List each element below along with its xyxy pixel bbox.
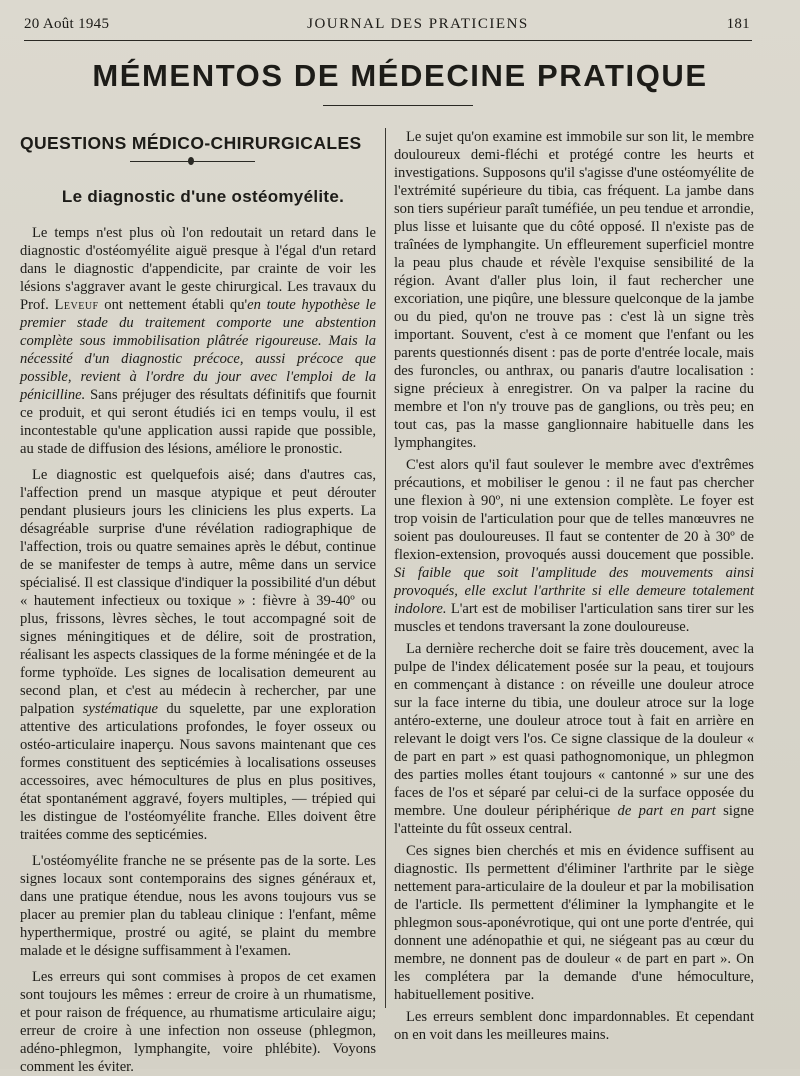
section-title: MÉMENTOS DE MÉDECINE PRATIQUE [92, 58, 708, 93]
page-number: 181 [726, 16, 750, 32]
article-title: Le diagnostic d'une ostéomyélite. [61, 187, 345, 206]
issue-date: 20 Août 1945 [24, 16, 110, 32]
running-head [24, 16, 750, 33]
ornament-dot [188, 157, 194, 165]
paragraph: La dernière recherche doit se faire très doucement, avec la pulpe de l'index délicatement posée sur la peau, et toujours en commençant à distance : on réveille une douleur atroce sur la face interne du tibia, une douleur atroce sur la loge antéro-externe, une douleur atroce tout à fait en arrière en relevant le doigt vers l'os. Ce signe classique de la douleur « de part en part » est quasi pathognomonique, un phlegmon des parties molles étant toujours « cantonné » sur une des faces de l'os et séparé par celui-ci de la surface opposée du membre. Une douleur périphérique de part en part signe l'atteinte du fût osseux central. [394, 641, 754, 837]
paragraph: Le sujet qu'on examine est immobile sur son lit, le membre douloureux demi-fléchi et protégé contre les heurts et investigations. Supposons qu'il s'agisse d'une ostéomyélite de l'extrémité supérieure du tibia, cas fréquent. La jambe dans son tiers supérieur paraît tuméfiée, un peu tendue et arrondie, plus lisse et luisante que du côté opposé. Il n'existe pas de traînées de lymphangite. Un effleurement superficiel montre la peau plus chaude et révèle l'exquise sensibilité de la région. Avant d'aller plus loin, il faut rechercher une excoriation, une piqûre, une blessure quelconque de la jambe ou du pied, qu'on ne trouve pas : c'est là un signe très important. Souvent, c'est à ce moment que l'enfant ou les parents questionnés disent : pas de porte d'entrée locale, mais des furoncles, ou anthrax, ou panaris d'autre localisation : signe précieux à enregistrer. On va palper la racine du membre et l'on n'y trouve pas de ganglions, ou très peu; en tout cas, pas la masse ganglionnaire habituelle dans les lymphangites. [394, 129, 754, 451]
header-rule [24, 40, 752, 41]
section-title-rule [323, 105, 473, 106]
right-column [394, 128, 754, 1044]
paragraph: Les erreurs semblent donc impardonnables. Et cependant on en voit dans les meilleures mains. [394, 1009, 754, 1043]
paragraph: Le temps n'est plus où l'on redoutait un retard dans le diagnostic d'ostéomyélite aiguë presque à l'égal d'un retard dans le diagnostic d'appendicite, par crainte de voir les lésions s'aggraver avant le geste chirurgical. Les travaux du Prof. Leveuf ont nettement établi qu'en toute hypothèse le premier stade du traitement comporte une abstention complète sous immobilisation plâtrée rigoureuse. Mais la nécessité d'un diagnostic précoce, aussi précoce que possible, revient à l'ordre du jour avec l'emploi de la pénicilline. Sans préjuger des résultats définitifs que fournit ce produit, et qui seront étudiés ici en temps voulu, il est incontestable qu'une application aussi rapide que possible, au stade de diffusion des lésions, améliore le pronostic. [20, 225, 376, 457]
paragraph: Le diagnostic est quelquefois aisé; dans d'autres cas, l'affection prend un masque atypique et peut dérouter pendant plusieurs jours les cliniciens les plus experts. La désagréable surprise d'une révélation radiographique de l'affection, trois ou quatre semaines après le début, continue de se manifester de temps à autre, même dans un service spécialisé. Il est classique d'indiquer la possibilité d'un début « hautement infectieux ou toxique » : fièvre à 39-40º ou plus, frissons, lèvres sèches, le tout accompagné soit de signes méningitiques et de délire, soit de prostration, réalisant les aspects classiques de la forme méningée et de la forme typhoïde. Les signes de localisation demeurent au second plan, et c'est au médecin à rechercher, par une palpation systématique du squelette, par une exploration attentive des articulations profondes, le foyer osseux ou ostéo-articulaire inaperçu. Nous savons maintenant que ces formes constituent des septicémies à localisations osseuses accessoires, avec hémocultures de plus en plus positives, état spontanément aggravé, foyers multiples, — trépied qui les distingue de l'ostéomyélite franche. Elles doivent être traitées comme des septicémies. [20, 467, 376, 843]
rubric-ornament [130, 154, 255, 170]
author-name: Leveuf [54, 297, 99, 313]
column-divider [385, 128, 386, 1008]
paragraph: L'ostéomyélite franche ne se présente pas de la sorte. Les signes locaux sont contemporains des signes généraux et, dans une pratique étendue, nous les avons toujours vus se placer au premier plan du tableau clinique : l'enfant, même hyperthermique, prostré ou agité, se plaint du membre malade et le désigne suffisamment à l'examen. [20, 853, 376, 959]
journal-name: JOURNAL DES PRATICIENS [307, 16, 529, 32]
paragraph: Les erreurs qui sont commises à propos de cet examen sont toujours les mêmes : erreur de croire à un rhumatisme, et pour raison de fréquence, au rhumatisme articulaire aigu; erreur de croire à une infection non osseuse (phlegmon, adéno-phlegmon, lymphangite, voire phlébite). Voyons comment les éviter. [20, 969, 376, 1075]
left-column [20, 128, 376, 1076]
paragraph: C'est alors qu'il faut soulever le membre avec d'extrêmes précautions, et mobiliser le genou : il ne faut pas chercher une flexion à 90º, ni une extension complète. Le foyer est trop voisin de l'articulation pour que de telles manœuvres ne soient pas douloureuses. Il faut se contenter de 20 à 30º de flexion-extension, provoqués aussi doucement que possible. Si faible que soit l'amplitude des mouvements ainsi provoqués, elle exclut l'arthrite si elle demeure totalement indolore. L'art est de mobiliser l'articulation sans tirer sur les muscles et tendons traversant la zone douloureuse. [394, 457, 754, 635]
paragraph: Ces signes bien cherchés et mis en évidence suffisent au diagnostic. Ils permettent d'éliminer l'arthrite par le siège nettement para-articulaire de la douleur et par la mobilisation de l'article. Ils permettent d'éliminer la lymphangite et le phlegmon sous-aponévrotique, qui ont une porte d'entrée, qui donnent une adénopathie et qui, ne siégeant pas au cœur du membre, ne donnent pas de douleur « de part en part ». On les complétera par la demande d'une hémoculture, habituellement positive. [394, 843, 754, 1003]
rubric-heading: QUESTIONS MÉDICO-CHIRURGICALES [20, 133, 362, 153]
